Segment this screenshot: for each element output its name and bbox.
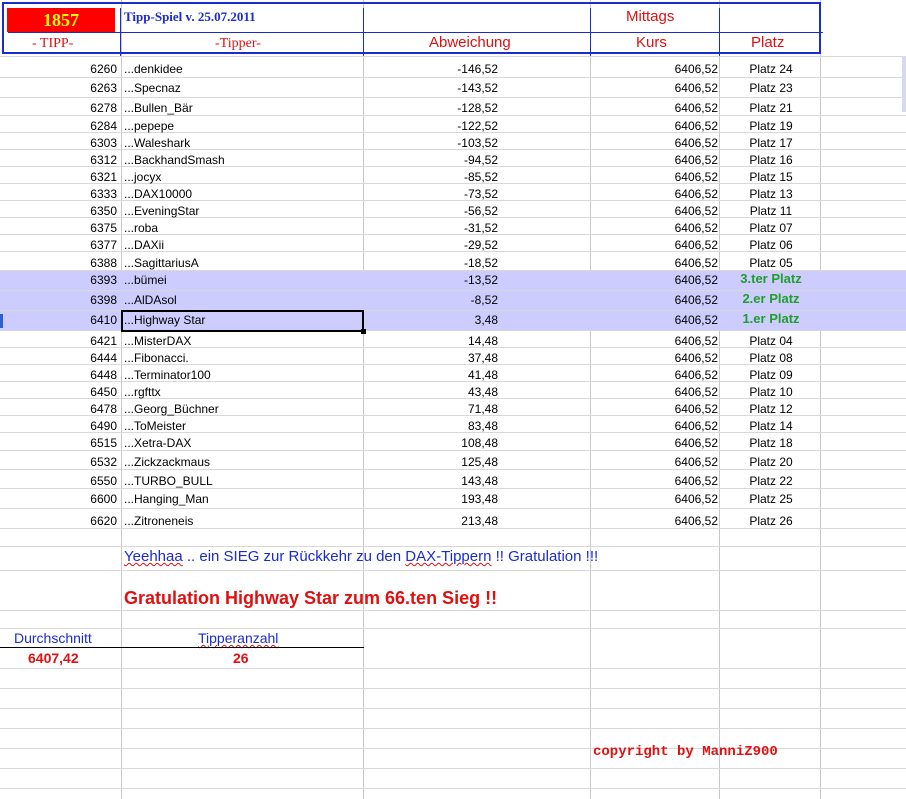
grid-line: [0, 708, 906, 709]
kurs-cell[interactable]: 6406,52: [674, 273, 718, 287]
table-row[interactable]: [0, 99, 906, 116]
tipp-cell[interactable]: 6263: [90, 81, 117, 95]
tipp-cell[interactable]: 6321: [90, 170, 117, 184]
deviation-cell[interactable]: -103,52: [457, 136, 498, 150]
platz-cell[interactable]: Platz 16: [749, 153, 793, 167]
kurs-cell[interactable]: 6406,52: [674, 419, 718, 433]
platz-cell[interactable]: Platz 18: [749, 436, 793, 450]
tipper-name-cell[interactable]: ...Highway Star: [124, 313, 206, 327]
message-part: DAX-Tippern: [405, 548, 492, 565]
right-edge-fill: [902, 56, 906, 112]
table-row[interactable]: [0, 79, 906, 96]
tipp-cell[interactable]: 6284: [90, 119, 117, 133]
table-row[interactable]: [0, 400, 906, 417]
table-row[interactable]: [0, 168, 906, 185]
tipp-cell[interactable]: 6388: [90, 256, 117, 270]
grid-line: [0, 97, 906, 98]
tipp-cell[interactable]: 6532: [90, 455, 117, 469]
tipper-name-cell[interactable]: ...Specnaz: [124, 81, 181, 95]
copyright-text[interactable]: copyright by ManniZ900: [593, 744, 778, 760]
grid-line: [0, 77, 906, 78]
selected-cell[interactable]: [121, 310, 364, 332]
col-header-kurs[interactable]: Kurs: [636, 34, 667, 51]
platz-cell[interactable]: Platz 15: [749, 170, 793, 184]
platz-cell[interactable]: Platz 14: [749, 419, 793, 433]
kurs-cell[interactable]: 6406,52: [674, 187, 718, 201]
mittags-label[interactable]: Mittags: [626, 8, 675, 25]
header-divider: [8, 32, 823, 33]
tipp-cell[interactable]: 6550: [90, 474, 117, 488]
table-row[interactable]: [0, 271, 906, 290]
col-header-tipper[interactable]: -Tipper-: [215, 36, 261, 51]
tipp-cell[interactable]: 6478: [90, 402, 117, 416]
platz-cell[interactable]: Platz 19: [749, 119, 793, 133]
kurs-cell[interactable]: 6406,52: [674, 119, 718, 133]
tipp-cell[interactable]: 6393: [90, 273, 117, 287]
deviation-cell[interactable]: 37,48: [467, 351, 498, 365]
table-row[interactable]: [0, 383, 906, 400]
col-header-platz[interactable]: Platz: [751, 34, 785, 51]
platz-cell[interactable]: 1.er Platz: [742, 311, 800, 326]
platz-cell[interactable]: Platz 13: [749, 187, 793, 201]
tipp-cell[interactable]: 6333: [90, 187, 117, 201]
deviation-cell[interactable]: -146,52: [457, 62, 498, 76]
grid-line: [0, 628, 906, 629]
platz-cell[interactable]: Platz 08: [749, 351, 793, 365]
deviation-cell[interactable]: -143,52: [457, 81, 498, 95]
tipper-name-cell[interactable]: ...SagittariusA: [124, 256, 199, 270]
kurs-cell[interactable]: 6406,52: [674, 368, 718, 382]
table-row[interactable]: [0, 254, 906, 271]
tipp-cell[interactable]: 6450: [90, 385, 117, 399]
platz-cell[interactable]: Platz 10: [749, 385, 793, 399]
table-row[interactable]: [0, 134, 906, 151]
tipper-name-cell[interactable]: ...Fibonacci.: [124, 351, 189, 365]
grid-line: [0, 668, 906, 669]
deviation-cell[interactable]: -56,52: [463, 204, 498, 218]
platz-cell[interactable]: 2.er Platz: [742, 291, 800, 306]
tipper-name-cell[interactable]: ...pepepe: [124, 119, 175, 133]
tipper-name-cell[interactable]: ...MisterDAX: [124, 334, 192, 348]
deviation-cell[interactable]: -85,52: [463, 170, 498, 184]
table-row[interactable]: [0, 236, 906, 253]
deviation-cell[interactable]: 143,48: [461, 474, 498, 488]
active-row-marker: [0, 314, 3, 328]
tipper-name-cell[interactable]: ...TURBO_BULL: [124, 474, 213, 488]
tipper-name-cell[interactable]: ...Georg_Büchner: [124, 402, 219, 416]
tipper-name-cell[interactable]: ...DAX10000: [124, 187, 193, 201]
platz-cell[interactable]: Platz 23: [749, 81, 793, 95]
tipper-name-cell[interactable]: ...Bullen_Bär: [124, 101, 193, 115]
tipp-cell[interactable]: 6377: [90, 238, 117, 252]
platz-cell[interactable]: Platz 25: [749, 492, 793, 506]
kurs-cell[interactable]: 6406,52: [674, 81, 718, 95]
deviation-cell[interactable]: -18,52: [463, 256, 498, 270]
tipp-cell[interactable]: 6515: [90, 436, 117, 450]
deviation-cell[interactable]: 193,48: [461, 492, 498, 506]
tipp-cell[interactable]: 6410: [90, 313, 117, 327]
table-row[interactable]: [0, 472, 906, 489]
kurs-cell[interactable]: 6406,52: [674, 313, 718, 327]
deviation-cell[interactable]: -73,52: [463, 187, 498, 201]
deviation-cell[interactable]: -94,52: [463, 153, 498, 167]
grid-line: [0, 56, 906, 57]
tipper-name-cell[interactable]: ...rgfttx: [124, 385, 161, 399]
average-label[interactable]: Durchschnitt: [14, 630, 92, 646]
grid-line: [0, 508, 906, 509]
deviation-cell[interactable]: -122,52: [457, 119, 498, 133]
tipper-name-cell[interactable]: ...ToMeister: [124, 419, 187, 433]
platz-cell[interactable]: Platz 06: [749, 238, 793, 252]
tipper-name-cell[interactable]: ...Hanging_Man: [124, 492, 209, 506]
kurs-cell[interactable]: 6406,52: [674, 221, 718, 235]
deviation-cell[interactable]: -8,52: [470, 293, 498, 307]
kurs-cell[interactable]: 6406,52: [674, 474, 718, 488]
deviation-cell[interactable]: 43,48: [467, 385, 498, 399]
tipp-cell[interactable]: 6421: [90, 334, 117, 348]
tipper-name-cell[interactable]: ...Xetra-DAX: [124, 436, 192, 450]
average-value[interactable]: 6407,42: [28, 650, 79, 666]
fill-handle[interactable]: [361, 329, 366, 334]
table-row[interactable]: [0, 202, 906, 219]
table-row[interactable]: [0, 490, 906, 507]
tipper-count-value[interactable]: 26: [233, 650, 249, 666]
table-row[interactable]: [0, 453, 906, 470]
kurs-cell[interactable]: 6406,52: [674, 351, 718, 365]
deviation-cell[interactable]: 125,48: [461, 455, 498, 469]
kurs-cell[interactable]: 6406,52: [674, 293, 718, 307]
platz-cell[interactable]: Platz 05: [749, 256, 793, 270]
message-part: Yeehhaa: [124, 548, 183, 565]
deviation-cell[interactable]: 108,48: [461, 436, 498, 450]
tipp-cell[interactable]: 6375: [90, 221, 117, 235]
platz-cell[interactable]: Platz 17: [749, 136, 793, 150]
table-row[interactable]: [0, 366, 906, 383]
table-row[interactable]: [0, 417, 906, 434]
kurs-cell[interactable]: 6406,52: [674, 238, 718, 252]
tipper-name-cell[interactable]: ...denkidee: [124, 62, 183, 76]
platz-cell[interactable]: Platz 07: [749, 221, 793, 235]
table-row[interactable]: [0, 151, 906, 168]
tipp-cell[interactable]: 6303: [90, 136, 117, 150]
game-title[interactable]: Tipp-Spiel v. 25.07.2011: [124, 9, 256, 24]
deviation-cell[interactable]: -128,52: [457, 101, 498, 115]
table-row[interactable]: [0, 291, 906, 310]
platz-cell[interactable]: Platz 12: [749, 402, 793, 416]
kurs-cell[interactable]: 6406,52: [674, 256, 718, 270]
table-row[interactable]: [0, 332, 906, 349]
tipper-name-cell[interactable]: ...Zickzackmaus: [124, 455, 211, 469]
platz-cell[interactable]: Platz 11: [749, 204, 793, 218]
tipper-name-cell[interactable]: ...EveningStar: [124, 204, 200, 218]
tipp-cell[interactable]: 6350: [90, 204, 117, 218]
kurs-cell[interactable]: 6406,52: [674, 492, 718, 506]
grid-line: [0, 610, 906, 611]
platz-cell[interactable]: Platz 21: [749, 101, 793, 115]
kurs-cell[interactable]: 6406,52: [674, 62, 718, 76]
table-row[interactable]: [0, 185, 906, 202]
platz-cell[interactable]: Platz 04: [749, 334, 793, 348]
platz-cell[interactable]: Platz 09: [749, 368, 793, 382]
tipper-name-cell[interactable]: ...Waleshark: [124, 136, 191, 150]
kurs-cell[interactable]: 6406,52: [674, 170, 718, 184]
tipper-name-cell[interactable]: ...roba: [124, 221, 159, 235]
deviation-cell[interactable]: -29,52: [463, 238, 498, 252]
platz-cell[interactable]: Platz 24: [749, 62, 793, 76]
deviation-cell[interactable]: -31,52: [463, 221, 498, 235]
deviation-cell[interactable]: 71,48: [467, 402, 498, 416]
tipp-cell[interactable]: 6312: [90, 153, 117, 167]
kurs-cell[interactable]: 6406,52: [674, 204, 718, 218]
kurs-cell[interactable]: 6406,52: [674, 153, 718, 167]
kurs-cell[interactable]: 6406,52: [674, 436, 718, 450]
message-part: .. ein SIEG zur Rückkehr zu den: [182, 548, 406, 565]
table-row[interactable]: [0, 117, 906, 134]
grid-line: [0, 570, 906, 571]
victory-message[interactable]: [124, 548, 598, 565]
kurs-cell[interactable]: 6406,52: [674, 385, 718, 399]
tipper-count-label[interactable]: Tipperanzahl: [198, 630, 279, 646]
tipp-cell[interactable]: 6278: [90, 101, 117, 115]
grid-line: [0, 768, 906, 769]
message-part: !! Gratulation !!!: [491, 548, 599, 565]
summary-divider: [0, 647, 364, 648]
table-row[interactable]: [0, 512, 906, 529]
tipp-cell[interactable]: 6260: [90, 62, 117, 76]
deviation-cell[interactable]: 83,48: [467, 419, 498, 433]
tipper-name-cell[interactable]: ...jocyx: [124, 170, 162, 184]
grid-line: [0, 728, 906, 729]
tipp-cell[interactable]: 6398: [90, 293, 117, 307]
platz-cell[interactable]: Platz 26: [749, 514, 793, 528]
tipper-name-cell[interactable]: ...BackhandSmash: [124, 153, 225, 167]
kurs-cell[interactable]: 6406,52: [674, 334, 718, 348]
deviation-cell[interactable]: 41,48: [467, 368, 498, 382]
deviation-cell[interactable]: 14,48: [467, 334, 498, 348]
grid-line: [0, 546, 906, 547]
kurs-cell[interactable]: 6406,52: [674, 514, 718, 528]
grid-line: [0, 788, 906, 789]
tipper-name-cell[interactable]: ...Zitroneneis: [124, 514, 194, 528]
table-row[interactable]: [0, 60, 906, 77]
tipp-number-badge[interactable]: 1857: [7, 8, 115, 32]
tipp-cell[interactable]: 6620: [90, 514, 117, 528]
col-header-abweichung[interactable]: Abweichung: [429, 34, 511, 51]
tipp-cell[interactable]: 6600: [90, 492, 117, 506]
kurs-cell[interactable]: 6406,52: [674, 455, 718, 469]
table-row[interactable]: [0, 219, 906, 236]
deviation-cell[interactable]: -13,52: [463, 273, 498, 287]
tipp-cell[interactable]: 6444: [90, 351, 117, 365]
col-header-tipp[interactable]: - TIPP-: [32, 36, 74, 51]
tipp-cell[interactable]: 6490: [90, 419, 117, 433]
kurs-cell[interactable]: 6406,52: [674, 101, 718, 115]
deviation-cell[interactable]: 3,48: [474, 313, 498, 327]
grid-line: [0, 688, 906, 689]
tipper-name-cell[interactable]: ...bümei: [124, 273, 167, 287]
tipper-name-cell[interactable]: ...Terminator100: [124, 368, 211, 382]
platz-cell[interactable]: Platz 22: [749, 474, 793, 488]
congrats-message[interactable]: Gratulation Highway Star zum 66.ten Sieg !!: [124, 588, 498, 608]
deviation-cell[interactable]: 213,48: [461, 514, 498, 528]
table-row[interactable]: [0, 349, 906, 366]
kurs-cell[interactable]: 6406,52: [674, 402, 718, 416]
table-row[interactable]: [0, 434, 906, 451]
platz-cell[interactable]: 3.ter Platz: [740, 271, 802, 286]
tipper-name-cell[interactable]: ...AlDAsol: [124, 293, 177, 307]
kurs-cell[interactable]: 6406,52: [674, 136, 718, 150]
tipp-cell[interactable]: 6448: [90, 368, 117, 382]
tipper-name-cell[interactable]: ...DAXii: [124, 238, 165, 252]
platz-cell[interactable]: Platz 20: [749, 455, 793, 469]
